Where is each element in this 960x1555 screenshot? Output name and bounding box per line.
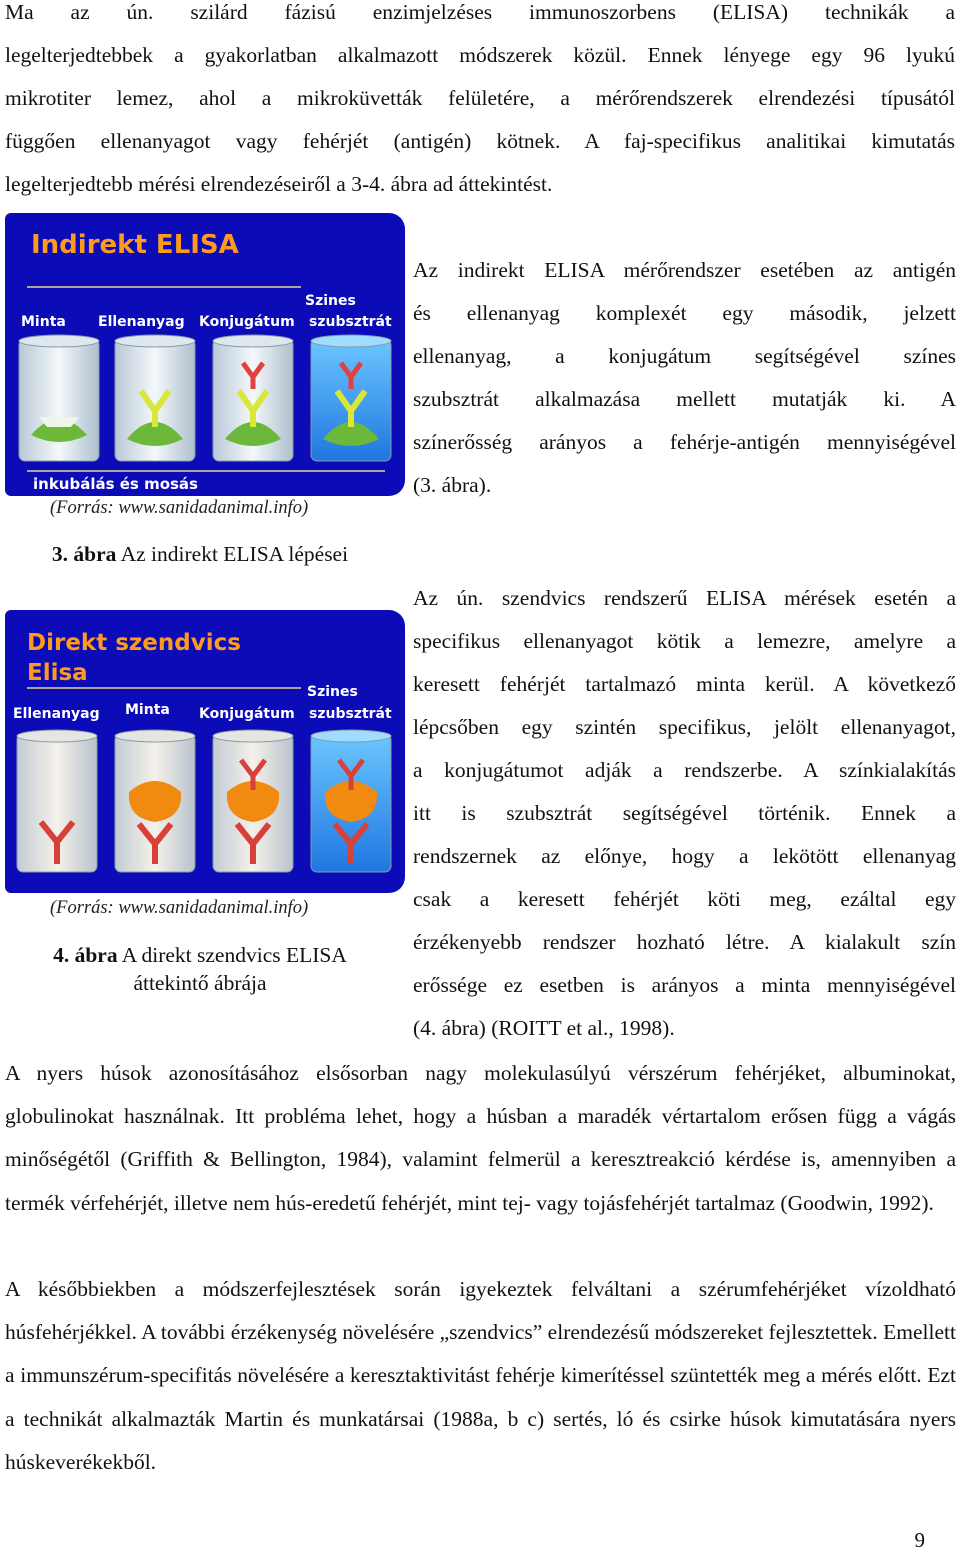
figure-4-caption	[0, 941, 400, 997]
side2-line: Az ún. szendvics rendszerű ELISA mérések esetén a	[413, 586, 956, 610]
side1-line: színerősség arányos a fehérje-antigén mennyiségével	[413, 430, 956, 454]
cup-antibody	[115, 335, 195, 461]
intro-line: Ma az ún. szilárd fázisú enzimjelzéses immunoszorbens (ELISA) technikák a	[5, 0, 955, 24]
page-number: 9	[914, 1528, 925, 1552]
side2-line: specifikus ellenanyagot kötik a lemezre, amelyre a	[413, 629, 956, 653]
figure-4-caption-line2: áttekintő ábrája	[133, 971, 267, 995]
side2-line: erőssége ez esetben is arányos a minta mennyiségével	[413, 973, 956, 997]
figure-3-caption-text: Az indirekt ELISA lépései	[116, 542, 349, 566]
cup-conjugate-4	[213, 730, 293, 872]
cup-substrate	[311, 335, 391, 461]
intro-line: mikrotiter lemez, ahol a mikroküvetták felületére, a mérőrendszerek elrendezési típusától	[5, 86, 955, 110]
fig3-label-antibody: Ellenanyag	[98, 314, 185, 330]
fig4-label-substrate-1: Szines	[307, 684, 358, 700]
fig3-label-substrate-1: Szines	[305, 293, 356, 309]
figure-3-caption	[0, 540, 400, 568]
intro-line: legelterjedtebbek a gyakorlatban alkalmazott módszerek közül. Ennek lényege egy 96 lyukú	[5, 43, 955, 67]
figure-4-title-line2: Elisa	[27, 660, 88, 686]
intro-line: legelterjedtebb mérési elrendezéseiről a 3-4. ábra ad áttekintést.	[5, 172, 553, 196]
figure-4-title-line1: Direkt szendvics	[27, 630, 241, 656]
intro-line: függően ellenanyagot vagy fehérjét (antigén) kötnek. A faj-specifikus analitikai kimutatás	[5, 129, 955, 153]
figure-4-direct-sandwich-elisa	[5, 610, 405, 893]
cup-sample	[19, 335, 99, 461]
side2-line: csak a keresett fehérjét köti meg, ezáltal egy	[413, 887, 956, 911]
side2-line: itt is szubsztrát segítségével történik. Ennek a	[413, 801, 956, 825]
side2-line: keresett fehérjét tartalmazó minta kerül. A következő	[413, 672, 956, 696]
side2-line: érzékenyebb rendszer hozható létre. A kialakult szín	[413, 930, 956, 954]
fig3-label-sample: Minta	[21, 314, 66, 330]
side1-line: ellenanyag, a konjugátum segítségével színes	[413, 344, 956, 368]
side1-line: és ellenanyag komplexét egy második, jelzett	[413, 301, 956, 325]
figure-3-title: Indirekt ELISA	[31, 230, 239, 260]
cup-substrate-4	[311, 730, 391, 872]
figure-4-caption-number: 4. ábra	[53, 943, 118, 967]
cup-antibody-4	[17, 730, 97, 872]
side1-line: Az indirekt ELISA mérőrendszer esetében az antigén	[413, 258, 956, 282]
fig3-label-conjugate: Konjugátum	[199, 314, 295, 330]
paragraph-method-development: A későbbiekben a módszerfejlesztések során igyekeztek felváltani a szérumfehérjéket vízoldható húsfehérjékkel. A további érzékenység növelésére „szendvics” elrendezésű módszereket fejlesztettek. Emellett a immunszérum-specifitás növelésére a keresztaktivitást fehérje kimerítéssel szüntették meg a mérés előtt. Ezt a technikát alkalmazták Martin és munkatársai (1988a, b c) sertés, ló és csirke húsok kimutatására nyers húskeverékekből.	[5, 1277, 956, 1474]
side1-line: szubsztrát alkalmazása mellett mutatják ki. A	[413, 387, 956, 411]
fig4-label-substrate-2: szubsztrát	[309, 706, 392, 722]
side2-line: a konjugátumot adják a rendszerbe. A színkialakítás	[413, 758, 956, 782]
side2-line: (4. ábra) (ROITT et al., 1998).	[413, 1016, 675, 1040]
side1-line: (3. ábra).	[413, 473, 492, 497]
fig4-label-sample: Minta	[125, 702, 170, 718]
cup-conjugate	[213, 335, 293, 461]
cup-sample-4	[115, 730, 195, 872]
figure-4-credit: (Forrás: www.sanidadanimal.info)	[50, 898, 309, 918]
fig3-bottom-label: inkubálás és mosás	[33, 475, 198, 493]
fig4-label-antibody: Ellenanyag	[13, 706, 100, 722]
figure-4-caption-text: A direkt szendvics ELISA	[117, 943, 347, 967]
figure-3-credit: (Forrás: www.sanidadanimal.info)	[50, 498, 309, 518]
figure-3-caption-number: 3. ábra	[51, 542, 117, 566]
fig3-label-substrate-2: szubsztrát	[309, 314, 392, 330]
figure-3-indirect-elisa	[5, 213, 405, 496]
fig4-label-conjugate: Konjugátum	[199, 706, 295, 722]
side2-line: lépcsőben egy szintén specifikus, jelölt ellenanyagot,	[413, 715, 956, 739]
paragraph-serum-proteins: A nyers húsok azonosításához elsősorban nagy molekulasúlyú vérszérum fehérjéket, albuminokat, globulinokat használnak. Itt probléma lehet, hogy a húsban a maradék vértartalom erősen függ a vágás minőségétől (Griffith & Bellington, 1984), valamint felmerül a keresztreakció kérdése is, amennyiben a termék vérfehérjét, illetve nem hús-eredetű fehérjét, mint tej- vagy tojásfehérjét tartalmaz (Goodwin, 1992).	[5, 1061, 956, 1215]
side2-line: rendszernek az előnye, hogy a lekötött ellenanyag	[413, 844, 956, 868]
